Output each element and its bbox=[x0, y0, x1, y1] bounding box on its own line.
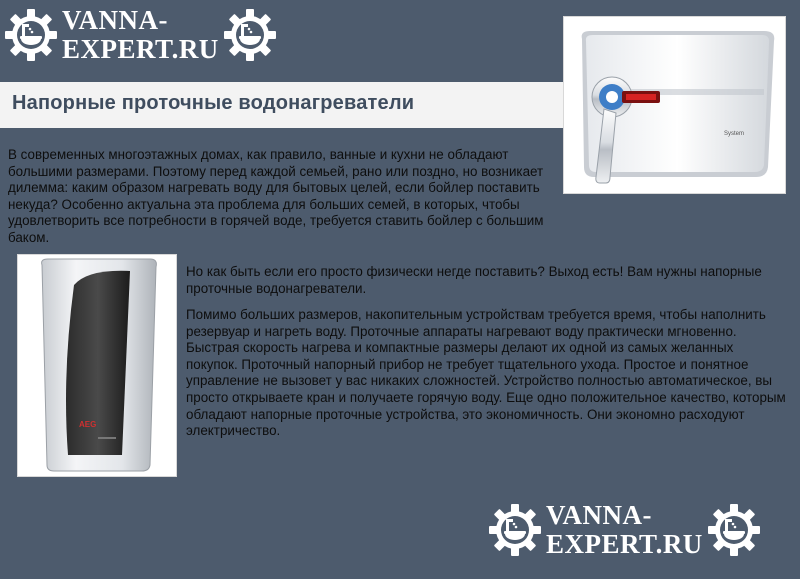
aeg-heater-illustration bbox=[18, 255, 176, 476]
page-title: Напорные проточные водонагреватели bbox=[12, 92, 415, 114]
product-brand-label: AEG bbox=[79, 420, 97, 429]
site-logo-top[interactable] bbox=[4, 6, 277, 64]
site-logo-bottom[interactable] bbox=[488, 501, 761, 559]
intro-paragraph: В современных многоэтажных домах, как правило, ванные и кухни не обладают большими размерами. Поэтому перед каждой семьей, рано или поздно, но возникает дилемма: каким образом нагревать воду для бытовых целей, если бойлер поставить некуда? Особенно актуальна эта проблема для больших семей, в которых, чтобы удовлетворить все потребности в горячей воде, требуется ставить бойлер с большим баком. bbox=[8, 147, 544, 245]
product-brand-label: System bbox=[724, 131, 745, 137]
water-heater-illustration bbox=[564, 17, 785, 193]
bathtub-gear-icon bbox=[4, 8, 58, 62]
bathtub-gear-icon bbox=[488, 503, 542, 557]
solution-paragraph: Но как быть если его просто физически негде поставить? Выход есть! Вам нужны напорные проточные водонагреватели. bbox=[186, 264, 762, 296]
site-logo-text bbox=[62, 6, 219, 64]
bathtub-gear-icon bbox=[223, 8, 277, 62]
bathtub-gear-icon bbox=[707, 503, 761, 557]
logo-line-2: EXPERT.RU bbox=[546, 529, 703, 559]
water-heater-photo-top bbox=[563, 16, 786, 194]
water-heater-photo-left bbox=[17, 254, 177, 477]
logo-line-1: VANNA- bbox=[546, 500, 653, 530]
logo-line-2: EXPERT.RU bbox=[62, 34, 219, 64]
logo-line-1: VANNA- bbox=[62, 5, 169, 35]
title-band bbox=[0, 82, 578, 128]
benefits-paragraph: Помимо больших размеров, накопительным устройствам требуется время, чтобы наполнить резервуар и нагреть воду. Проточные аппараты нагревают воду практически мгновенно. Быстрая скорость нагрева и компактные размеры делают их одной из самых желанных покупок. Проточный напорный прибор не требует тщательного ухода. Простое и понятное управление не вызовет у вас никаких сложностей. Устройство полностью автоматическое, вы просто открываете кран и получаете горячую воду. Еще одно положительное качество, которым обладают напорные проточные устройства, это экономичность. Они экономно расходуют электричество. bbox=[186, 307, 786, 439]
site-logo-text bbox=[546, 501, 703, 559]
